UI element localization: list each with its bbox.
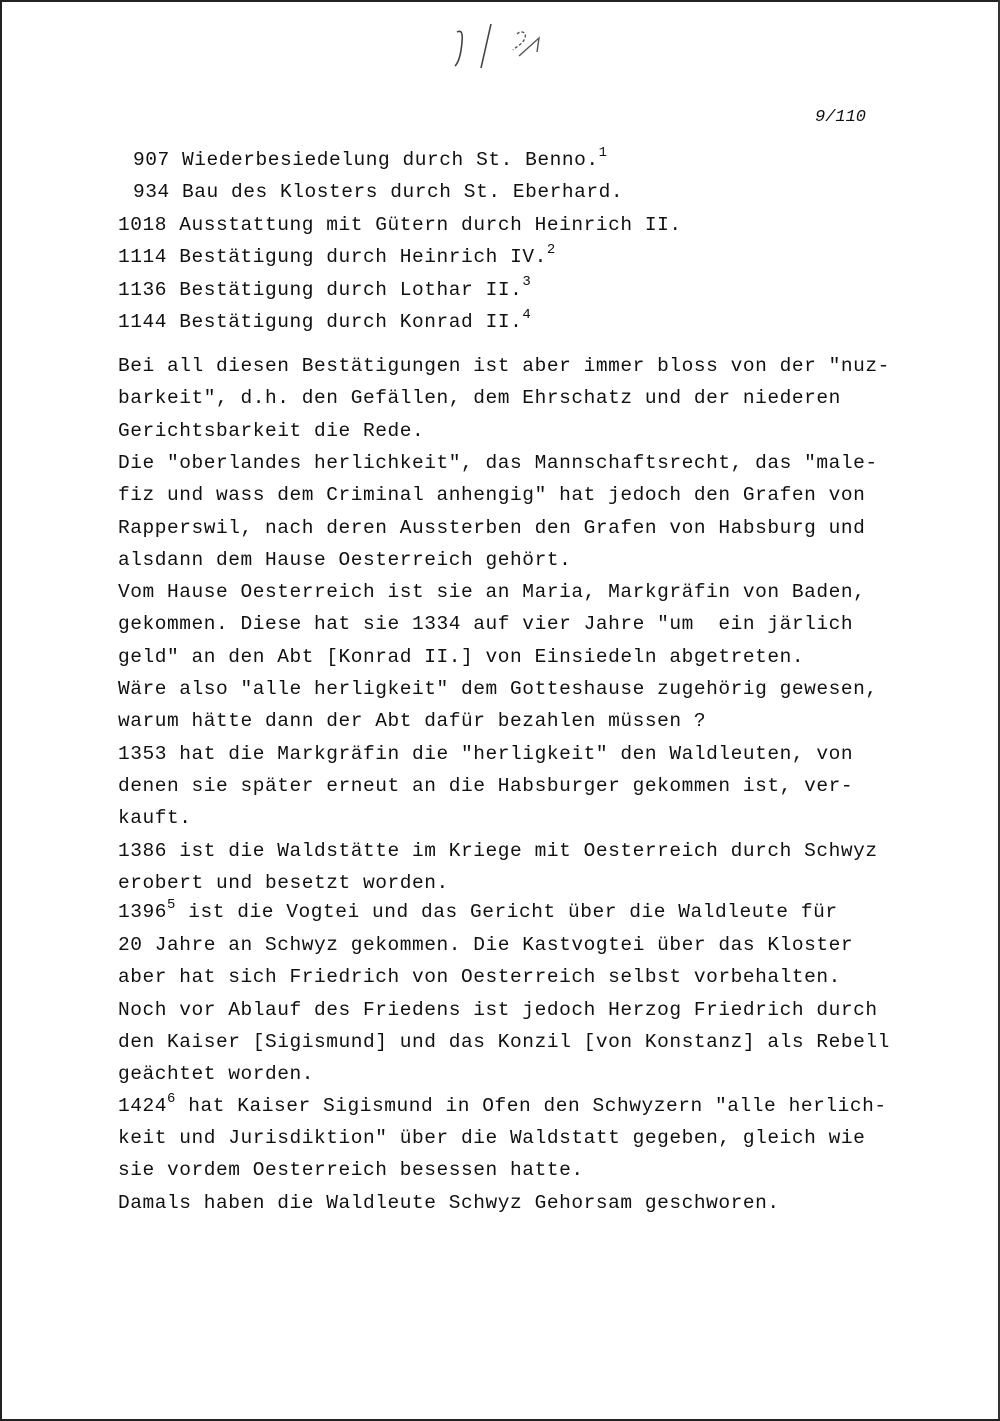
- chronology-entry: [133, 180, 623, 204]
- body-line: 1353 hat die Markgräfin die "herligkeit" den Waldleuten, von: [118, 742, 854, 765]
- body-line: Bei all diesen Bestätigungen ist aber immer bloss von der "nuz-: [118, 355, 890, 377]
- body-line: 1386 ist die Waldstätte im Kriege mit Oesterreich durch Schwyz: [118, 839, 878, 862]
- entry-text: Bestätigung durch Heinrich IV.: [167, 246, 547, 269]
- body-line: 20 Jahre an Schwyz gekommen. Die Kastvogtei über das Kloster: [118, 934, 854, 956]
- body-line: fiz und wass dem Criminal anhengig" hat jedoch den Grafen von: [118, 484, 866, 507]
- body-line: alsdann dem Hause Oesterreich gehört.: [118, 548, 572, 571]
- body-line: Wäre also "alle herligkeit" dem Gotteshause zugehörig gewesen,: [118, 678, 878, 700]
- body-line: Vom Hause Oesterreich ist sie an Maria, Markgräfin von Baden,: [118, 581, 866, 604]
- scan-edge-top: [0, 0, 1000, 2]
- body-line: geld" an den Abt [Konrad II.] von Einsiedeln abgetreten.: [118, 645, 805, 668]
- body-line: aber hat sich Friedrich von Oesterreich selbst vorbehalten.: [118, 966, 841, 989]
- entry-text: Bestätigung durch Konrad II.: [167, 311, 523, 333]
- body-line: gekommen. Diese hat sie 1334 auf vier Jahre "um ein järlich: [118, 613, 854, 636]
- entry-year: 1144: [118, 311, 168, 333]
- handwritten-mark: [447, 18, 577, 70]
- footnote-marker: 1: [598, 144, 608, 161]
- footnote-marker: 3: [522, 274, 532, 291]
- body-line: den Kaiser [Sigismund] und das Konzil [von Konstanz] als Rebell: [118, 1030, 890, 1053]
- chronology-entry: [118, 241, 556, 269]
- body-line: denen sie später erneut an die Habsburger gekommen ist, ver-: [118, 774, 854, 797]
- body-line: keit und Jurisdiktion" über die Waldstatt gegeben, gleich wie: [118, 1127, 866, 1149]
- page-number: 9/110: [815, 108, 867, 127]
- entry-year: 907: [133, 149, 170, 171]
- entry-year: 1114: [118, 246, 168, 269]
- body-line: Die "oberlandes herlichkeit", das Mannschaftsrecht, das "male-: [118, 451, 878, 474]
- entry-text: Bestätigung durch Lothar II.: [167, 278, 523, 301]
- body-line: Noch vor Ablauf des Friedens ist jedoch Herzog Friedrich durch: [118, 998, 878, 1021]
- entry-year: 1018: [118, 213, 168, 236]
- entry-year: 1136: [118, 278, 168, 301]
- body-line: barkeit", d.h. den Gefällen, dem Ehrschatz und der niederen: [118, 387, 841, 410]
- entry-text: Ausstattung mit Gütern durch Heinrich II.: [167, 213, 682, 236]
- scan-edge-left: [0, 0, 2, 1421]
- line-1396: 1396$^5$ ist die Vogtei und das Gericht über die Waldleute für: [118, 896, 838, 923]
- body-line: Damals haben die Waldleute Schwyz Gehorsam geschworen.: [118, 1191, 780, 1214]
- chronology-entry: [118, 306, 532, 334]
- line-1424: 1424$^6$ hat Kaiser Sigismund in Ofen den Schwyzern "alle herlich-: [118, 1090, 887, 1117]
- footnote-marker: 2: [546, 241, 556, 258]
- chronology-entry: [118, 213, 682, 237]
- entry-text: Bau des Klosters durch St. Eberhard.: [169, 181, 624, 204]
- entry-text: Wiederbesiedelung durch St. Benno.: [169, 149, 599, 171]
- chronology-entry: [133, 144, 608, 172]
- body-line: sie vordem Oesterreich besessen hatte.: [118, 1159, 584, 1182]
- body-line: erobert und besetzt worden.: [118, 871, 449, 894]
- body-line: geächtet worden.: [118, 1063, 315, 1086]
- entry-year: 934: [133, 181, 170, 204]
- chronology-entry: [118, 274, 532, 302]
- footnote-marker: 4: [522, 306, 532, 323]
- body-line: Rapperswil, nach deren Aussterben den Grafen von Habsburg und: [118, 516, 866, 539]
- body-line: kauft.: [118, 807, 192, 830]
- body-line: Gerichtsbarkeit die Rede.: [118, 419, 425, 442]
- body-line: warum hätte dann der Abt dafür bezahlen müssen ?: [118, 710, 707, 733]
